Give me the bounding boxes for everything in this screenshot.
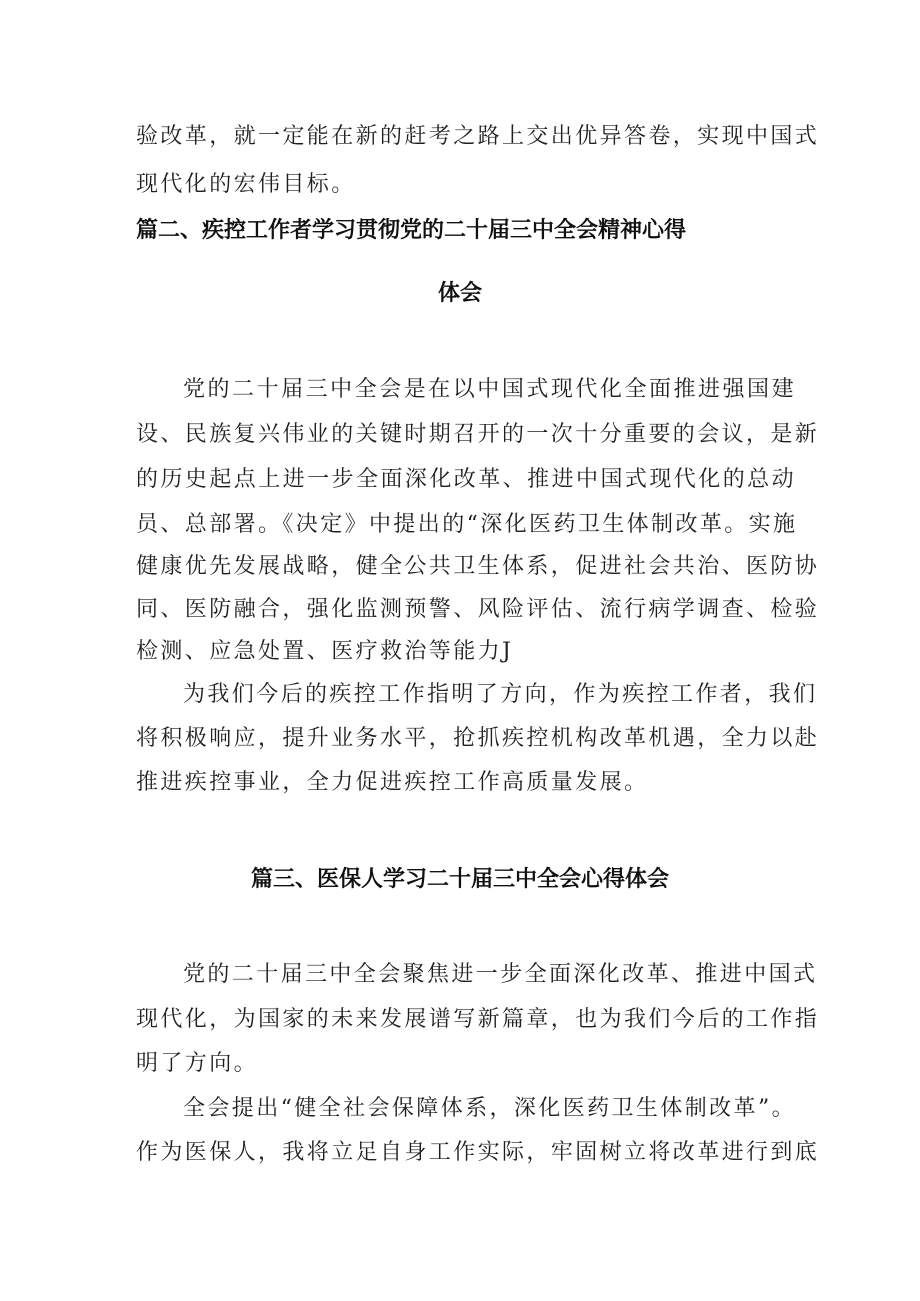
- section3-para2-line-2: 作为医保人，我将立足自身工作实际，牢固树立将改革进行到底: [136, 1140, 820, 1165]
- section2-para1-line-1: 党的二十届三中全会是在以中国式现代化全面推进强国建: [183, 377, 796, 402]
- section3-para1-line-1: 党的二十届三中全会聚焦进一步全面深化改革、推进中国式: [183, 962, 818, 987]
- section3-para2-line-1: 全会提出“健全社会保障体系，深化医药卫生体制改革”。: [183, 1096, 796, 1121]
- section2-title-continued: 体会: [437, 281, 482, 306]
- section2-para2-line-1: 为我们今后的疾控工作指明了方向，作为疾控工作者，我们: [183, 682, 818, 707]
- section2-para2-line-3: 推进疾控事业，全力促进疾控工作高质量发展。: [136, 770, 649, 795]
- section2-para2-line-2: 将积极响应，提升业务水平，抢抓疾控机构改革机遇，全力以赴: [136, 726, 820, 751]
- intro-line-1: 验改革，就一定能在新的赶考之路上交出优异答卷，实现中国式: [136, 124, 820, 149]
- section2-para1-line-4: 员、总部署。《决定》中提出的“深化医药卫生体制改革。实施: [136, 512, 798, 537]
- section2-para1-line-7: 检测、应急处置、医疗救治等能力J: [136, 639, 514, 664]
- section2-para1-line-2: 设、民族复兴伟业的关键时期召开的一次十分重要的会议，是新: [136, 422, 820, 447]
- section2-para1-line-3: 的历史起点上进一步全面深化改革、推进中国式现代化的总动: [136, 467, 796, 492]
- intro-line-2: 现代化的宏伟目标。: [136, 172, 356, 197]
- section3-para1-line-3: 明了方向。: [136, 1051, 259, 1076]
- section3-para1-line-2: 现代化，为国家的未来发展谱写新篇章，也为我们今后的工作指: [136, 1007, 820, 1032]
- section2-title: 篇二、疾控工作者学习贯彻党的二十届三中全会精神心得: [136, 218, 687, 243]
- section2-para1-line-6: 同、医防融合，强化监测预警、风险评估、流行病学调查、检验: [136, 597, 820, 622]
- section3-title: 篇三、医保人学习二十届三中全会心得体会: [250, 867, 669, 892]
- section2-para1-line-5: 健康优先发展战略，健全公共卫生体系，促进社会共治、医防协: [136, 554, 820, 579]
